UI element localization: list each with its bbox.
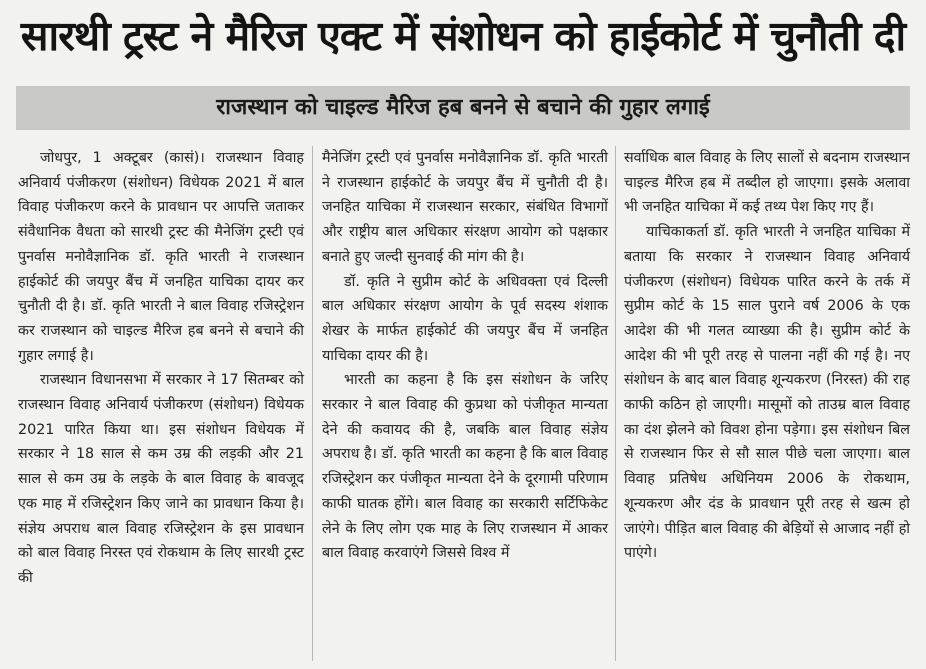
article-column-3 — [624, 146, 910, 566]
paragraph: सर्वाधिक बाल विवाह के लिए सालों से बदनाम राजस्थान चाइल्ड मैरिज हब में तब्दील हो जाएगा। इसके अलावा भी जनहित याचिका में कई तथ्य पेश किए गए हैं। — [624, 150, 910, 216]
paragraph: मैनेजिंग ट्रस्टी एवं पुनर्वास मनोवैज्ञानिक डॉ. कृति भारती ने राजस्थान हाईकोर्ट के जयपुर बैंच में चुनौती दी है। जनहित याचिका में राजस्थान सरकार, संबंधित विभागों और राष्ट्रीय बाल अधिकार संरक्षण आयोग को पक्षकार बनाते हुए जल्दी सुनवाई की मांग की है। — [322, 150, 608, 265]
column-divider — [312, 146, 313, 661]
paragraph: याचिकाकर्ता डॉ. कृति भारती ने जनहित याचिका में बताया कि सरकार ने राजस्थान विवाह अनिवार्य पंजीकरण (संशोधन) विधेयक पारित करने के तर्क में सुप्रीम कोर्ट के 15 साल पुराने वर्ष 2006 के एक आदेश की भी गलत व्याख्या की है। सुप्रीम कोर्ट के आदेश की भी पूरी तरह से पालना नहीं की गई है। नए संशोधन के बाद बाल विवाह शून्यकरण (निरस्त) की राह काफी कठिन हो जाएगी। मासूमों को ताउम्र बाल विवाह का दंश झेलने को विवश होना पड़ेगा। इस संशोधन बिल से राजस्थान फिर से सौ साल पीछे चला जाएगा। बाल विवाह प्रतिषेध अधिनियम 2006 के रोकथाम, शून्यकरण और दंड के प्रावधान पूरी तरह से खत्म हो जाएंगे। पीड़ित बाल विवाह की बेड़ियों से आजाद नहीं हो पाएंगे। — [624, 224, 910, 562]
article-column-2 — [322, 146, 608, 566]
paragraph: जोधपुर, 1 अक्टूबर (कासं)। राजस्थान विवाह अनिवार्य पंजीकरण (संशोधन) विधेयक 2021 में बाल विवाह पंजीकरण करने के प्रावधान पर आपत्ति जताकर संवैधानिक वैधता को सारथी ट्रस्ट की मैनेजिंग ट्रस्टी एवं पुनर्वास मनोवैज्ञानिक डॉ. कृति भारती ने राजस्थान हाईकोर्ट की जयपुर बैंच में जनहित याचिका दायर कर चुनौती दी है। डॉ. कृति भारती ने बाल विवाह रजिस्ट्रेशन कर राजस्थान को चाइल्ड मैरिज हब बनने से बचाने की गुहार लगाई है। — [18, 150, 304, 364]
headline: सारथी ट्रस्ट ने मैरिज एक्ट में संशोधन को हाईकोर्ट में चुनौती दी — [20, 12, 906, 60]
subheadline: राजस्थान को चाइल्ड मैरिज हब बनने से बचाने की गुहार लगाई — [216, 95, 710, 120]
paragraph: राजस्थान विधानसभा में सरकार ने 17 सितम्बर को राजस्थान विवाह अनिवार्य पंजीकरण (संशोधन) विधेयक 2021 पारित किया था। इस संशोधन विधेयक में सरकार ने 18 साल से कम उम्र की लड़की और 21 साल से कम उम्र के लड़के के बाल विवाह के बावजूद एक माह में रजिस्ट्रेशन किए जाने का प्रावधान किया है। संज्ञेय अपराध बाल विवाह रजिस्ट्रेशन के इस प्रावधान को बाल विवाह निरस्त एवं रोकथाम के लिए सारथी ट्रस्ट की — [18, 372, 304, 586]
paragraph: भारती का कहना है कि इस संशोधन के जरिए सरकार ने बाल विवाह की कुप्रथा को पंजीकृत मान्यता देने की कवायद की है, जबकि बाल विवाह संज्ञेय अपराध है। डॉ. कृति भारती का कहना है कि बाल विवाह रजिस्ट्रेशन कर पंजीकृत मान्यता देने के दूरगामी परिणाम काफी घातक होंगे। बाल विवाह का सरकारी सर्टिफिकेट लेने के लिए लोग एक माह के लिए राजस्थान में आकर बाल विवाह करवाएंगे जिससे विश्व में — [322, 372, 608, 562]
column-divider — [615, 146, 616, 661]
article-column-1 — [18, 146, 304, 591]
paragraph: डॉ. कृति ने सुप्रीम कोर्ट के अधिवक्ता एवं दिल्ली बाल अधिकार संरक्षण आयोग के पूर्व सदस्य शंशाक शेखर के मार्फत हाईकोर्ट की जयपुर बैंच में जनहित याचिका दायर की है। — [322, 273, 608, 364]
